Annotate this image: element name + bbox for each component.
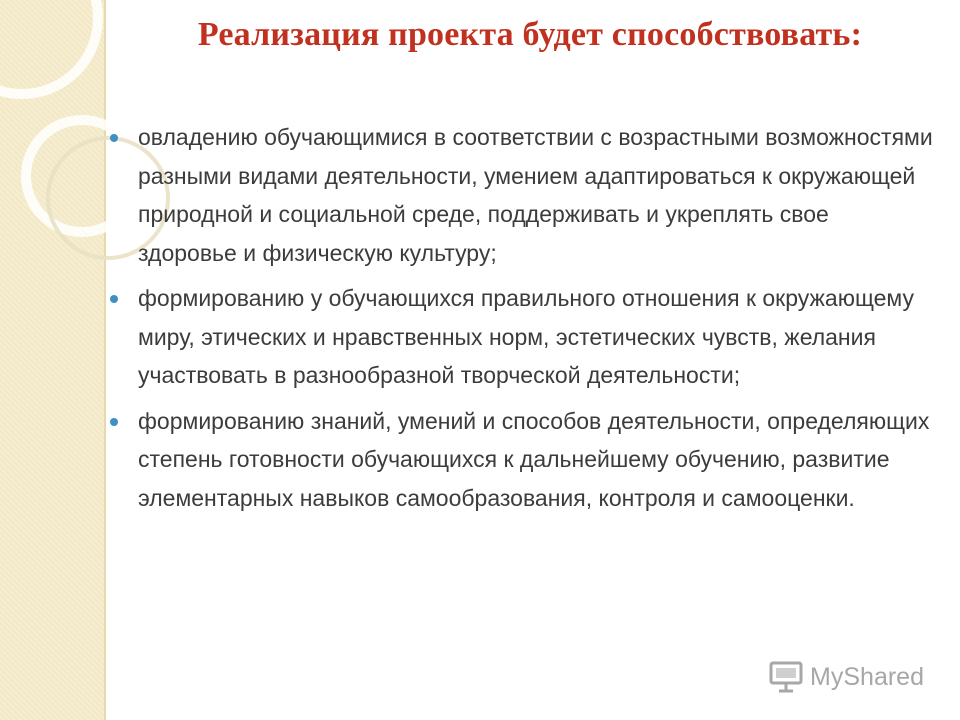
bullet-text: формированию у обучающихся правильного отношения к окружающему миру, этических и нравственных норм, эстетических чувств, желания участвовать в разнообразной творческой деятельности;	[138, 285, 914, 388]
bullet-item	[104, 402, 934, 518]
bullet-item	[104, 118, 934, 272]
watermark-logo	[768, 660, 924, 694]
bullet-item	[104, 279, 934, 395]
bullet-dot-icon	[110, 295, 118, 303]
slide-title: Реализация проекта будет способствовать:	[197, 16, 863, 53]
presentation-board-icon	[768, 660, 804, 694]
bullet-text: формированию знаний, умений и способов деятельности, определяющих степень готовности обучающихся к дальнейшему обучению, развитие элементарных навыков самообразования, контроля и самооценки.	[138, 407, 930, 511]
bullet-dot-icon	[110, 418, 118, 426]
watermark-text: MyShared	[810, 662, 924, 691]
bullet-dot-icon	[110, 134, 118, 142]
bullet-list	[104, 118, 934, 524]
bullet-text: овладению обучающимися в соответствии с возрастными возможностями разными видами деятельности, умением адаптироваться к окружающей природной и социальной среде, поддерживать и укреплять свое здоровье и физическую культуру;	[138, 124, 933, 266]
